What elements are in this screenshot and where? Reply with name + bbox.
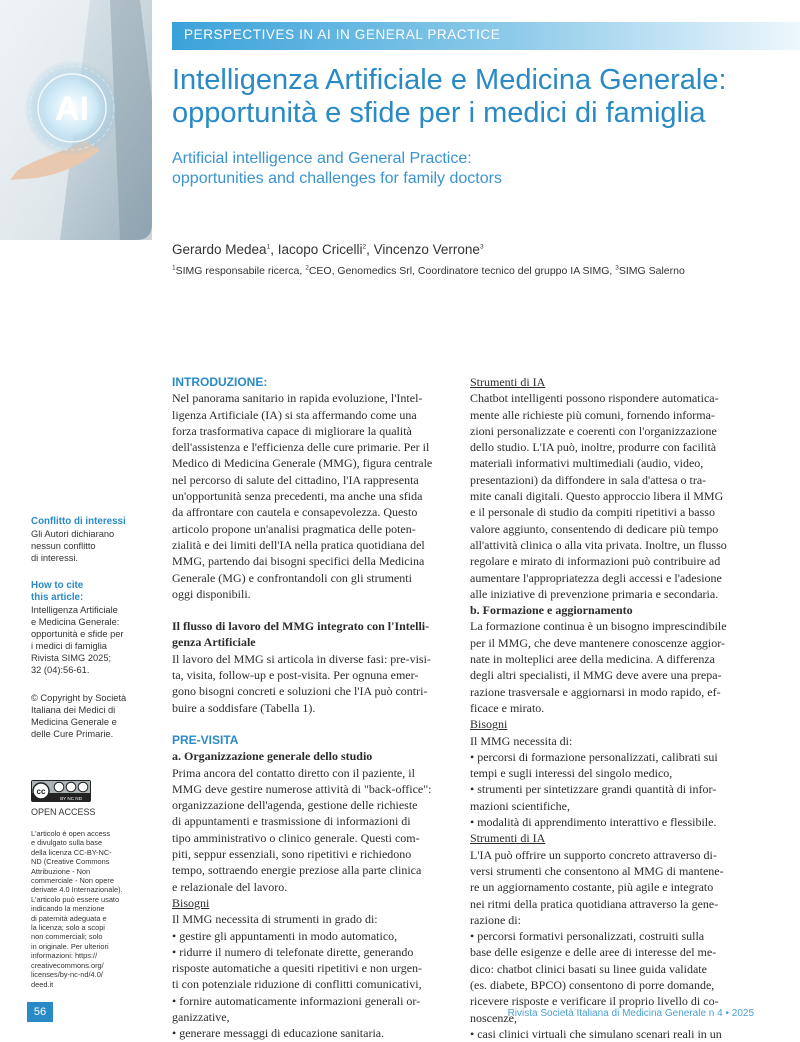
cc-license-badge[interactable] <box>31 780 149 807</box>
body-line: dello studio. L'IA può, inoltre, produrre con facilità <box>470 440 717 455</box>
body-line: mite canali digitali. Questo approccio libera il MMG <box>470 489 724 504</box>
paragraph-gap <box>172 602 456 618</box>
affil-mark: 1 <box>172 264 176 272</box>
license-line: in originale. Per ulteriori <box>31 941 109 951</box>
body-line: dell'assistenza e l'efficienza delle cure primarie. Per il <box>172 440 430 455</box>
bullet-line: noscenze, <box>470 1010 517 1025</box>
body-line: Il lavoro del MMG si articola in diverse fasi: pre-visi- <box>172 651 431 666</box>
license-line[interactable]: creativecommons.org/ <box>31 960 104 970</box>
ai-badge-text: AI <box>55 90 89 128</box>
body-line: La formazione continua è un bisogno imprescindibile <box>470 619 727 634</box>
tools-heading: Strumenti di IA <box>470 831 546 846</box>
body-line: aumentare l'appropriatezza degli accessi e l'adesione <box>470 570 722 585</box>
conflict-title: Conflitto di interessi <box>31 516 126 527</box>
license-line: L'articolo può essere usato <box>31 894 120 904</box>
body-column-right <box>470 374 755 1042</box>
author-name: , Vincenzo Verrone <box>366 242 480 257</box>
body-line: zioni personalizzate e coerenti con l'organizzazione <box>470 423 717 438</box>
license-line: non commerciali; solo <box>31 932 103 942</box>
title-line: Intelligenza Artificiale e Medicina Generale: <box>172 64 727 96</box>
license-line: commerciale - Non opere <box>31 876 114 886</box>
bisogni-heading: Bisogni <box>470 717 508 732</box>
body-line: valore aggiunto, consentendo di dedicare più tempo <box>470 521 719 536</box>
body-line: un'opportunità senza precedenti, ma anche una sfida <box>172 489 423 504</box>
bullet-line: (es. diabete, BPCO) consentono di porre domande, <box>470 977 715 992</box>
body-line: regolare e mirato di informazioni può contribuire ad <box>470 554 721 569</box>
cc-by-nc-nd-icon <box>31 780 91 802</box>
tools-heading: Strumenti di IA <box>470 375 546 389</box>
license-line: indicando la menzione <box>31 904 105 914</box>
license-line[interactable]: licenses/by-nc-nd/4.0/ <box>31 970 103 980</box>
body-line: forza trasformativa capace di migliorare la qualità <box>172 423 412 438</box>
article-title <box>172 64 782 130</box>
affil-mark: 2 <box>305 264 309 272</box>
previsita-heading: PRE-VISITA <box>172 732 239 747</box>
copyright-line: delle Cure Primarie. <box>31 729 114 739</box>
author-name: Gerardo Medea <box>172 242 267 257</box>
cc-badge-text: cc <box>36 787 46 796</box>
journal-footer: Rivista Società Italiana di Medicina Generale n 4 • 2025 <box>507 1008 754 1019</box>
body-line: razione di: <box>470 912 521 927</box>
bullet-line: dico: chatbot clinici basati su linee guida validate <box>470 961 707 976</box>
copyright-line: Italiana dei Medici di <box>31 705 116 715</box>
license-line: della licenza CC-BY-NC- <box>31 847 112 857</box>
body-line: buire a soddisfare (Tabella 1). <box>172 700 316 715</box>
bullet-line: • percorsi di formazione personalizzati, calibrati sui <box>470 749 718 764</box>
article-subtitle <box>172 149 752 189</box>
author-affil-mark: 2 <box>362 243 367 251</box>
cite-line: opportunità e sfide per <box>31 629 124 639</box>
body-line: per il MMG, che deve mantenere conoscenze aggior- <box>470 635 725 650</box>
intro-heading: INTRODUZIONE: <box>172 375 268 389</box>
workflow-heading: genza Artificiale <box>172 635 256 650</box>
title-line: opportunità e sfide per i medici di famiglia <box>172 97 706 129</box>
affiliations <box>172 265 685 277</box>
body-line: MMG, partendo dai bisogni specifici della Medicina <box>172 554 425 569</box>
license-line: derivate 4.0 Internazionale). <box>31 885 123 895</box>
body-column-left <box>172 374 456 1042</box>
body-line: all'attività clinica o alla vita privata. Inoltre, un flusso <box>470 537 727 552</box>
body-line: da affrontare con cautela e consapevolezza. Questo <box>172 505 418 520</box>
bullet-line: • fornire automaticamente informazioni generali or- <box>172 993 421 1008</box>
cite-line: 32 (04):56-61. <box>31 665 90 675</box>
bisogni-heading: Bisogni <box>172 895 210 910</box>
bullet-line: ti con potenziale riduzione di conflitti comunicativi, <box>172 977 422 992</box>
body-line: Il MMG necessita di: <box>470 733 573 748</box>
body-line: oggi disponibili. <box>172 586 251 601</box>
cite-line: e Medicina Generale: <box>31 617 120 627</box>
body-line: ta, visita, follow-up e post-visita. Per ognuna emer- <box>172 668 419 683</box>
cite-line: Rivista SIMG 2025; <box>31 653 112 663</box>
workflow-heading: Il flusso di lavoro del MMG integrato con l'Intelli- <box>172 619 430 634</box>
bullet-line: • modalità di apprendimento interattivo e flessibile. <box>470 815 717 830</box>
bullet-line: tempi e sugli interessi del singolo medico, <box>470 766 673 781</box>
body-line: Prima ancora del contatto diretto con il paziente, il <box>172 765 415 780</box>
affil-text: CEO, Genomedics Srl, Coordinatore tecnico del gruppo IA SIMG, <box>308 265 616 277</box>
body-line: zialità e dei limiti dell'IA nella pratica quotidiana del <box>172 537 425 552</box>
body-line: mente alle richieste più comuni, fornendo informa- <box>470 407 715 422</box>
license-text <box>31 829 149 989</box>
body-line: gono bisogni concreti e soluzioni che l'IA può contri- <box>172 684 428 699</box>
body-line: degli altri specialisti, il MMG deve avere una prepa- <box>470 668 722 683</box>
section-banner <box>172 22 800 50</box>
body-line: ligenza Artificiale (IA) si sta affermando come una <box>172 407 417 422</box>
body-line: versi strumenti che consentono al MMG di mantene- <box>470 863 724 878</box>
body-line: materiali informativi multimediali (audio, video, <box>470 456 704 471</box>
page-number: 56 <box>27 1002 53 1022</box>
copyright-line: Medicina Generale e <box>31 717 117 727</box>
body-line: articolo propone un'analisi pragmatica delle poten- <box>172 521 416 536</box>
bullet-line: • generare messaggi di educazione sanitaria. <box>172 1026 385 1041</box>
open-access-text: OPEN ACCESS <box>31 807 96 817</box>
body-line: e il personale di studio da compiti ripetitivi a basso <box>470 505 715 520</box>
author-list <box>172 242 484 257</box>
body-line: re un aggiornamento costante, più agile e integrato <box>470 880 714 895</box>
body-line: presentazioni) da diffondere in sala d'attesa o tra- <box>470 472 707 487</box>
body-line: Il MMG necessita di strumenti in grado di: <box>172 912 378 927</box>
body-line: alle iniziative di prevenzione primaria e secondaria. <box>470 586 719 601</box>
cite-line: i medici di famiglia <box>31 641 107 651</box>
body-line: organizzazione dell'agenda, gestione delle richieste <box>172 798 418 813</box>
conflict-line: Gli Autori dichiarano <box>31 529 115 539</box>
author-affil-mark: 1 <box>266 243 271 251</box>
cover-image <box>0 0 152 240</box>
license-line[interactable]: informazioni: https:// <box>31 951 98 961</box>
bullet-line: ganizzative, <box>172 1009 230 1024</box>
conflict-line: nessun conflitto <box>31 541 96 551</box>
body-line: di appuntamenti e trasmissione di informazioni di <box>172 814 411 829</box>
bullet-line: • strumenti per sintetizzare grandi quantità di infor- <box>470 782 717 797</box>
open-access-label <box>31 806 149 818</box>
cite-title: this article: <box>31 592 84 603</box>
body-line: Medico di Medicina Generale (MMG), figura centrale <box>172 456 433 471</box>
copyright-notice <box>31 692 149 740</box>
license-line: Attribuzione - Non <box>31 866 91 876</box>
license-line: di paternità adeguata e <box>31 913 107 923</box>
body-line: Chatbot intelligenti possono rispondere automatica- <box>470 391 719 406</box>
ai-hand-illustration <box>0 0 152 240</box>
paragraph-gap <box>172 716 456 732</box>
affil-text: SIMG responsabile ricerca, <box>175 265 306 277</box>
training-heading: b. Formazione e aggiornamento <box>470 603 633 618</box>
bullet-line: • percorsi formativi personalizzati, costruiti sulla <box>470 929 705 944</box>
bullet-line: base delle esigenze e delle aree di interesse del me- <box>470 945 717 960</box>
bullet-line: ricevere risposte e verificare il proprio livello di co- <box>470 994 719 1009</box>
affil-text: SIMG Salerno <box>618 265 685 277</box>
cite-line: Intelligenza Artificiale <box>31 605 118 615</box>
author-name: , Iacopo Cricelli <box>270 242 363 257</box>
license-line: ND (Creative Commons <box>31 857 110 867</box>
body-line: razione trasversale e aggiornarsi in modo rapido, ef- <box>470 684 721 699</box>
bullet-line: risposte automatiche a quesiti ripetitivi e non urgen- <box>172 961 423 976</box>
body-line: nei ritmi della pratica quotidiana attraverso la gene- <box>470 896 719 911</box>
body-line: ficace e mirato. <box>470 700 545 715</box>
bullet-line: mazioni scientifiche, <box>470 798 570 813</box>
bullet-line: • ridurre il numero di telefonate dirette, generando <box>172 944 414 959</box>
body-line: nel percorso di salute del cittadino, l'IA rappresenta <box>172 472 419 487</box>
body-line: L'IA può offrire un supporto concreto attraverso di- <box>470 847 717 862</box>
license-line: L'articolo è open access <box>31 829 111 838</box>
body-line: tipo amministrativo o clinico generale. Questi com- <box>172 830 420 845</box>
body-line: Nel panorama sanitario in rapida evoluzione, l'Intel- <box>172 391 423 406</box>
conflict-line: di interessi. <box>31 553 79 563</box>
org-heading: a. Organizzazione generale dello studio <box>172 749 373 764</box>
license-line: e divulgato sulla base <box>31 838 103 848</box>
how-to-cite <box>31 580 149 676</box>
bullet-line: • casi clinici virtuali che simulano scenari reali in un <box>470 1026 722 1041</box>
body-line: tempo, sottraendo energie preziose alla parte clinica <box>172 863 422 878</box>
subtitle-line: opportunities and challenges for family doctors <box>172 170 502 187</box>
license-line[interactable]: deed.it <box>31 979 54 989</box>
body-line: MMG deve gestire numerose attività di "back-office": <box>172 781 432 796</box>
banner-label: PERSPECTIVES IN AI IN GENERAL PRACTICE <box>184 27 501 42</box>
body-line: nate in molteplici aree della medicina. A differenza <box>470 652 716 667</box>
affil-mark: 3 <box>615 264 619 272</box>
body-line: Generale (MG) e confrontandoli con gli strumenti <box>172 570 412 585</box>
cite-title: How to cite <box>31 580 84 591</box>
copyright-line: © Copyright by Società <box>31 693 127 703</box>
conflict-of-interest <box>31 516 149 564</box>
cc-sub-text: BY NC ND <box>60 796 82 801</box>
subtitle-line: Artificial intelligence and General Practice: <box>172 150 472 167</box>
body-line: e relazionale del lavoro. <box>172 879 288 894</box>
author-affil-mark: 3 <box>479 243 484 251</box>
bullet-line: • gestire gli appuntamenti in modo automatico, <box>172 928 398 943</box>
body-line: piti, seppur essenziali, sono ripetitivi e richiedono <box>172 847 412 862</box>
license-line: la licenza; solo a scopi <box>31 923 105 933</box>
